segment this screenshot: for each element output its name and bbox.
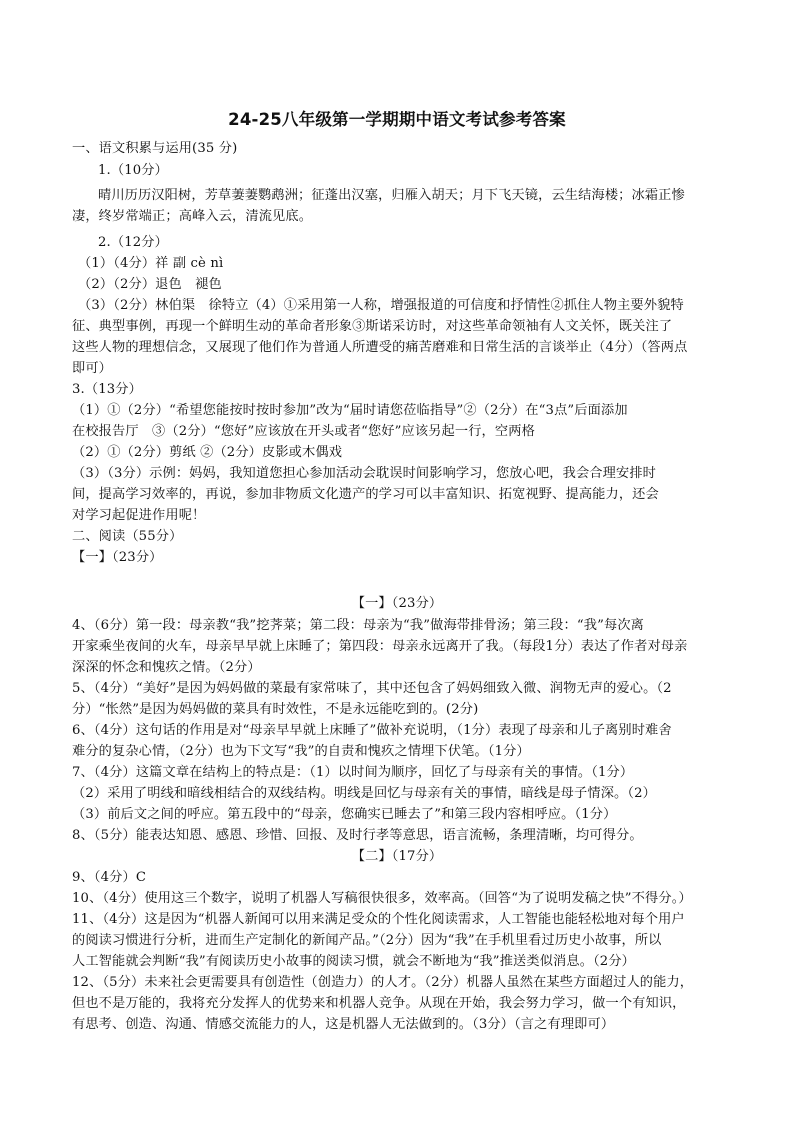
section-heading: 二、阅读（55分） (72, 529, 183, 544)
answer-line: （1）①（2分）“希望您能按时按时参加”改为“届时请您莅临指导”②（2分）在“3点”后面添加 (72, 403, 628, 418)
answer-line: 凄，终岁常端正；高峰入云，清流见底。 (72, 209, 313, 224)
section-heading: 一、语文积累与运用(35 分) (72, 141, 238, 156)
answer-line: （3）（2分）林伯渠 徐特立（4）①采用第一人称，增强报道的可信度和抒情性②抓住人物主要外貌特 (78, 298, 684, 313)
answer-line: 4、（6分）第一段：母亲教“我”挖荠菜；第二段：母亲为“我”做海带排骨汤；第三段：“我”每次离 (72, 618, 644, 633)
answer-line: （3）前后文之间的呼应。第五段中的“母亲，您确实已睡去了”和第三段内容相呼应。（1分） (72, 807, 617, 822)
question-heading: 2.（12分） (98, 235, 168, 250)
answer-line: 间，提高学习效率的，再说，参加非物质文化遗产的学习可以丰富知识、拓宽视野、提高能力，还会 (72, 487, 659, 502)
answer-line: 8、（5分）能表达知恩、感恩、珍惜、回报、及时行孝等意思，语言流畅，条理清晰，均可得分。 (72, 828, 643, 843)
answer-line: 5、（4分）“美好”是因为妈妈做的菜最有家常味了，其中还包含了妈妈细致入微、润物无声的爱心。（2 (72, 681, 672, 696)
answer-line: 征、典型事例，再现一个鲜明生动的革命者形象③斯诺采访时，对这些革命领袖有人文关怀，既关注了 (72, 319, 673, 334)
answer-line: （2）采用了明线和暗线相结合的双线结构。明线是回忆与母亲有关的事情，暗线是母子情深。（2） (72, 786, 656, 801)
answer-line: 深深的怀念和愧疚之情。（2分） (72, 660, 261, 675)
answer-line: 晴川历历汉阳树，芳草萋萋鹦鹉洲；征蓬出汉塞，归雁入胡天；月下飞天镜，云生结海楼；冰霜正惨 (98, 188, 685, 203)
answer-line: 6、（4分）这句话的作用是对“母亲早早就上床睡了”做补充说明，（1分）表现了母亲和儿子离别时难舍 (72, 723, 672, 738)
document-title: 24-25八年级第一学期期中语文考试参考答案 (228, 110, 566, 129)
answer-line: （2）（2分）退色 褪色 (78, 277, 222, 292)
answer-line: 分）“怅然”是因为妈妈做的菜具有时效性，不是永远能吃到的。(2分) (72, 702, 479, 717)
answer-line: 人工智能就会判断“我”有阅读历史小故事的阅读习惯，就会不断地为“我”推送类似消息。（2分） (72, 954, 636, 969)
answer-line: 有思考、创造、沟通、情感交流能力的人，这是机器人无法做到的。（3分）（言之有理即可） (72, 1017, 615, 1032)
answer-line: 的阅读习惯进行分析，进而生产定制化的新闻产品。”（2分）因为“我”在手机里看过历史小故事，所以 (72, 933, 662, 948)
subsection-heading: 【一】（23分） (72, 550, 163, 565)
answer-line: 12、（5分）未来社会更需要具有创造性（创造力）的人才。（2分）机器人虽然在某些方面超过人的能力， (72, 975, 694, 990)
answer-line: （1）（4分）祥 副 cè nì (78, 256, 224, 271)
answer-line: 难分的复杂心情，（2分）也为下文写“我”的自责和愧疚之情埋下伏笔。（1分） (72, 744, 530, 759)
answer-line: （3）（3分）示例：妈妈，我知道您担心参加活动会耽误时间影响学习，您放心吧，我会合理安排时 (72, 466, 656, 481)
subsection-heading-centered: 【二】（17分） (351, 849, 443, 864)
question-heading: 1.（10分） (98, 163, 168, 178)
answer-line: 在校报告厅 ③（2分）“您好”应该放在开头或者“您好”应该另起一行，空两格 (72, 424, 535, 439)
answer-line: 这些人物的理想信念，又展现了他们作为普通人所遭受的痛苦磨难和日常生活的言谈举止（4分）（答两点 (72, 340, 688, 355)
subsection-heading-centered: 【一】（23分） (351, 596, 443, 611)
answer-line: 但也不是万能的，我将充分发挥人的优势来和机器人竞争。从现在开始，我会努力学习，做一个有知识， (72, 996, 686, 1011)
answer-line: 11、（4分）这是因为“机器人新闻可以用来满足受众的个性化阅读需求，人工智能也能轻松地对每个用户 (72, 912, 685, 927)
answer-line: （2）①（2分）剪纸 ②（2分）皮影或木偶戏 (72, 445, 343, 460)
answer-line: 10、（4分）使用这三个数字，说明了机器人写稿很快很多，效率高。（回答“为了说明发稿之快”不得分。） (72, 891, 692, 906)
answer-line: 即可） (72, 361, 113, 376)
answer-line: 开家乘坐夜间的火车，母亲早早就上床睡了；第四段：母亲永远离开了我。（每段1分）表达了作者对母亲 (72, 639, 688, 654)
answer-line: 9、（4分）C (72, 870, 147, 885)
question-heading: 3.（13分） (72, 382, 142, 397)
answer-line: 对学习起促进作用呢！ (72, 508, 206, 523)
answer-line: 7、（4分）这篇文章在结构上的特点是：（1）以时间为顺序，回忆了与母亲有关的事情。（1分） (72, 765, 634, 780)
